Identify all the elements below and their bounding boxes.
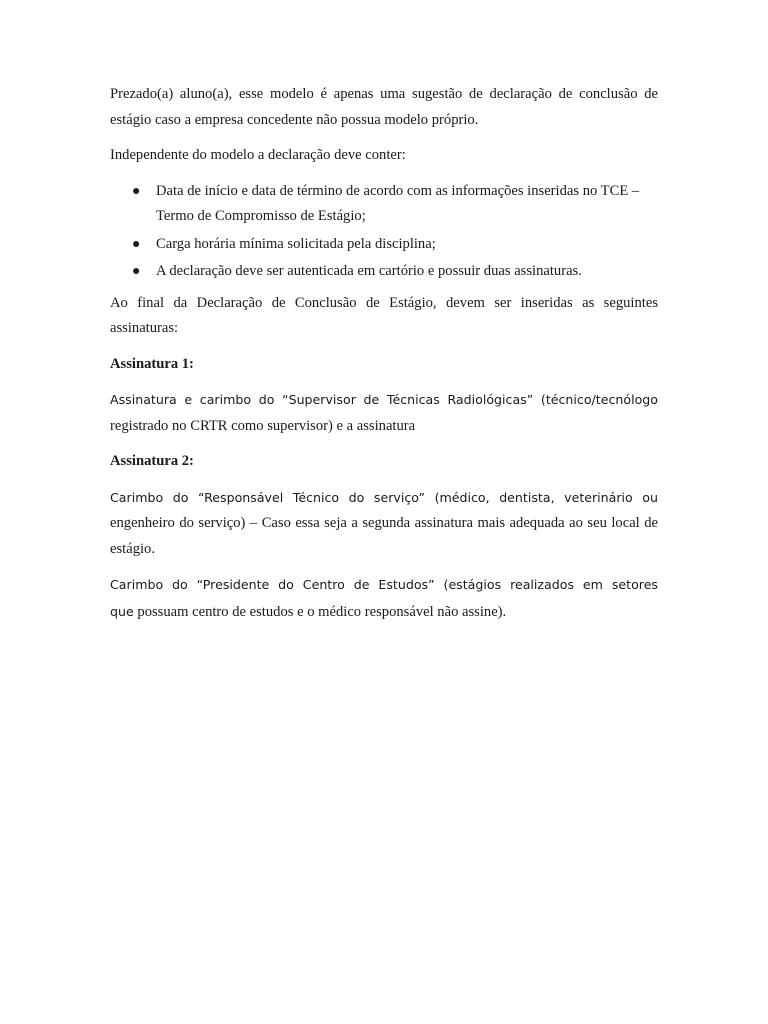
- list-item-text: Carga horária mínima solicitada pela disciplina;: [156, 235, 436, 252]
- signatures-intro: Ao final da Declaração de Conclusão de Estágio, devem ser inseridas as seguintes assinaturas:: [110, 294, 658, 336]
- bullet-icon: ●: [132, 236, 141, 252]
- signature2-heading: Assinatura 2:: [110, 453, 194, 469]
- list-item: [110, 232, 658, 258]
- bullet-icon: ●: [132, 264, 141, 279]
- signature2-option1: [110, 485, 658, 563]
- signature1-text-serif: registrado no CRTR como supervisor) e a assinatura: [110, 417, 416, 434]
- list-item: [110, 179, 658, 230]
- signature1-heading: Assinatura 1:: [110, 355, 194, 372]
- signature1-paragraph: [110, 387, 658, 439]
- signature2-option2-serif: possuam centro de estudos e o médico responsável não assine).: [137, 603, 507, 620]
- list-item: [110, 259, 658, 285]
- list-item-text: Data de início e data de término de acordo com as informações inseridas no TCE – Termo de Compromisso de Estágio;: [156, 182, 640, 224]
- bullet-icon: ●: [132, 183, 141, 199]
- signature2-option2: [110, 572, 658, 625]
- requirements-lead: Independente do modelo a declaração deve conter:: [110, 147, 406, 163]
- list-item-text: A declaração deve ser autenticada em cartório e possuir duas assinaturas.: [156, 263, 582, 279]
- signature2-option1-sans: Carimbo do “Responsável Técnico do serviço” (médico, dentista, veterinário ou: [110, 489, 658, 505]
- intro-paragraph: Prezado(a) aluno(a), esse modelo é apenas uma sugestão de declaração de conclusão de estágio caso a empresa concedente não possua modelo próprio.: [110, 86, 658, 128]
- document-page: [110, 82, 658, 635]
- signature1-text-sans: Assinatura e carimbo do “Supervisor de Técnicas Radiológicas” (técnico/tecnólogo: [110, 392, 658, 407]
- requirements-list: [110, 179, 658, 285]
- signature2-option2-sans: Carimbo do “Presidente do Centro de Estudos” (estágios realizados em setores que: [110, 577, 658, 619]
- signature2-option1-serif: engenheiro do serviço) – Caso essa seja a segunda assinatura mais adequada ao seu local de estágio.: [110, 515, 658, 557]
